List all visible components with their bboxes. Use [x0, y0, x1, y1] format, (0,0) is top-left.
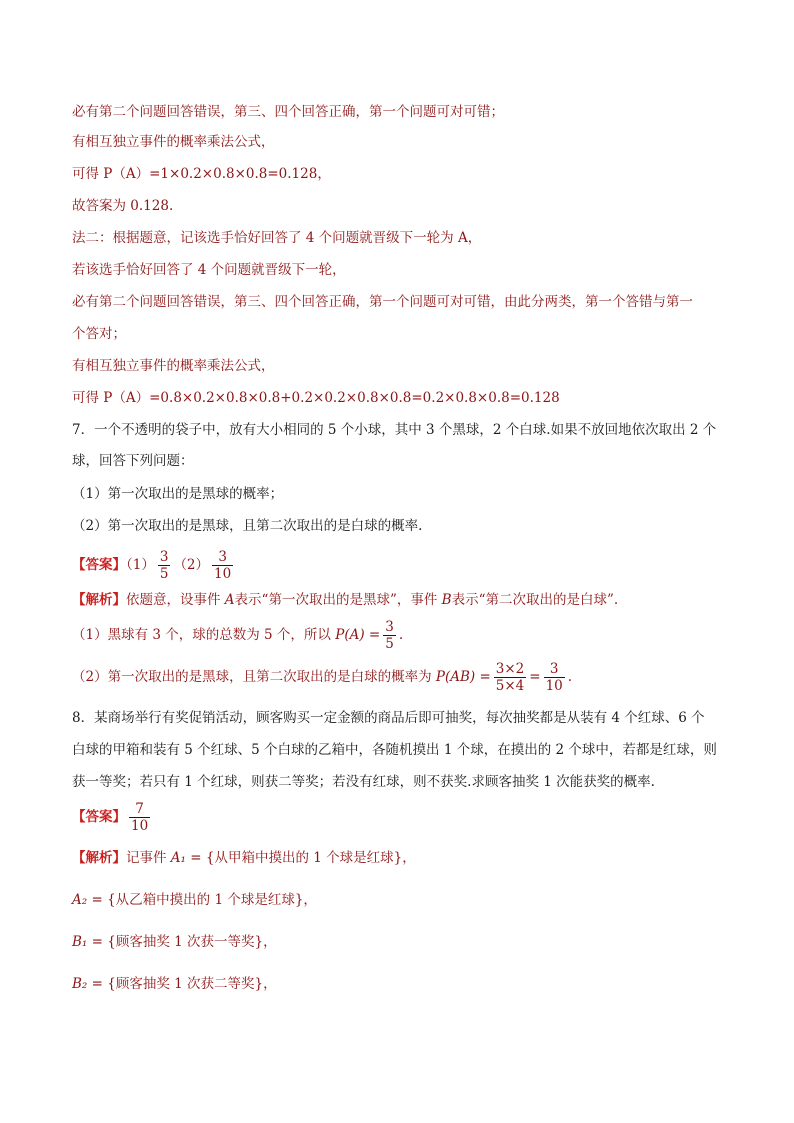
- event-definition: = {顾客抽奖 1 次获二等奖}，: [87, 976, 277, 992]
- analysis-text: 记事件: [126, 850, 171, 866]
- fraction-denominator: 10: [131, 818, 149, 834]
- solution-line: 必有第二个问题回答错误，第三、四个回答正确，第一个问题可对可错；: [72, 104, 504, 120]
- answer-tag: 【答案】: [72, 809, 126, 825]
- question-8-event-line: [72, 890, 317, 910]
- answer-tag: 【答案】: [72, 557, 126, 573]
- fraction-numerator: 3: [218, 549, 227, 565]
- question-8-event-line: [72, 932, 277, 952]
- solution-line: 有相互独立事件的概率乘法公式，: [72, 134, 275, 150]
- probability-expression: P(AB) =: [435, 669, 491, 685]
- solution-line: 可得 P（A）=0.8×0.2×0.8×0.8+0.2×0.2×0.8×0.8=0.2×0.8×0.8=0.128: [72, 390, 560, 406]
- question-8-answer: [72, 800, 153, 834]
- solution-text: （2）第一次取出的是黑球，且第二次取出的是白球的概率为: [72, 669, 436, 685]
- result-fraction: [544, 661, 565, 694]
- analysis-text: 表示“第二次取出的是白球”.: [451, 592, 619, 608]
- solution-line: 必有第二个问题回答错误，第三、四个回答正确，第一个问题可对可错，由此分两类，第一个答错与第一: [72, 294, 693, 310]
- answer-part-1-label: （1）: [126, 557, 155, 573]
- question-7-answer: [72, 548, 236, 582]
- result-fraction: [383, 619, 396, 652]
- solution-line: 若该选手恰好回答了 4 个问题就晋级下一轮，: [72, 262, 346, 278]
- question-8-stem: 8．某商场举行有奖促销活动，顾客购买一定金额的商品后即可抽奖，每次抽奖都是从装有 4 个红球、6 个: [72, 710, 705, 726]
- event-symbol: B: [441, 592, 452, 608]
- question-7-stem: 7．一个不透明的袋子中，放有大小相同的 5 个小球，其中 3 个黑球，2 个白球.如果不放回地依次取出 2 个: [72, 422, 717, 438]
- probability-expression: P(A) =: [335, 627, 381, 643]
- event-definition: = {顾客抽奖 1 次获一等奖}，: [87, 934, 277, 950]
- question-8-event-line: [72, 974, 277, 994]
- event-symbol: B₂: [72, 976, 88, 992]
- fraction-numerator: 3: [549, 661, 559, 677]
- answer-part-2-label: （2）: [173, 557, 210, 573]
- fraction-denominator: 5: [159, 566, 169, 582]
- analysis-tag: 【解析】: [72, 850, 126, 866]
- solution-line: 可得 P（A）=1×0.2×0.8×0.8=0.128，: [72, 166, 331, 182]
- solution-line: 个答对；: [72, 326, 126, 342]
- event-symbol: B₁: [72, 934, 88, 950]
- fraction-numerator: 7: [135, 801, 144, 817]
- fraction-numerator: 3: [385, 619, 394, 635]
- event-symbol: A: [224, 592, 235, 608]
- fraction-denominator: 10: [545, 678, 563, 694]
- question-7-solution-1: （1）黑球有 3 个，球的总数为 5 个，所以 P(A) = $\frac{3}{5}$ .: [72, 619, 404, 652]
- fraction-numerator: 3: [159, 549, 169, 565]
- question-7-stem: 球，回答下列问题：: [72, 453, 194, 469]
- question-8-analysis: [72, 848, 416, 868]
- solution-text: （1）黑球有 3 个，球的总数为 5 个，所以: [72, 627, 336, 643]
- question-7-part-1: （1）第一次取出的是黑球的概率；: [72, 486, 284, 502]
- question-7-part-2: （2）第一次取出的是黑球，且第二次取出的是白球的概率.: [72, 518, 423, 534]
- solution-line: 有相互独立事件的概率乘法公式，: [72, 358, 275, 374]
- question-8-stem: 白球的甲箱和装有 5 个红球、5 个白球的乙箱中，各随机摸出 1 个球，在摸出的 2 个球中，若都是红球，则: [72, 742, 717, 758]
- answer-fraction: [129, 801, 150, 834]
- solution-line: 法二：根据题意，记该选手恰好回答了 4 个问题就晋级下一轮为 A，: [72, 230, 482, 246]
- analysis-tag: 【解析】: [72, 592, 126, 608]
- answer-fraction: [158, 549, 171, 582]
- event-definition: = {从乙箱中摸出的 1 个球是红球}，: [87, 892, 317, 908]
- product-fraction: [494, 661, 527, 694]
- event-definition: = {从甲箱中摸出的 1 个球是红球}，: [185, 850, 416, 866]
- event-symbol: A₂: [72, 892, 88, 908]
- answer-fraction: [212, 549, 233, 582]
- question-8-stem: 获一等奖；若只有 1 个红球，则获二等奖；若没有红球，则不获奖.求顾客抽奖 1 次能获奖的概率.: [72, 774, 655, 790]
- solution-line: 故答案为 0.128.: [72, 198, 174, 214]
- fraction-denominator: 5×4: [495, 678, 525, 694]
- fraction-denominator: 10: [214, 566, 232, 582]
- question-7-solution-2: （2）第一次取出的是黑球，且第二次取出的是白球的概率为 P(AB) = $\frac{3\times 2}{5\times 4}$ = $\frac{3}{10}$ .: [72, 661, 573, 694]
- fraction-numerator: 3×2: [495, 661, 525, 677]
- fraction-denominator: 5: [385, 636, 394, 652]
- equals-sign: =: [529, 669, 541, 685]
- question-7-analysis: [72, 590, 618, 610]
- analysis-text: 依题意，设事件: [126, 592, 225, 608]
- analysis-text: 表示“第一次取出的是黑球”，事件: [234, 592, 442, 608]
- event-symbol: A₁: [170, 850, 186, 866]
